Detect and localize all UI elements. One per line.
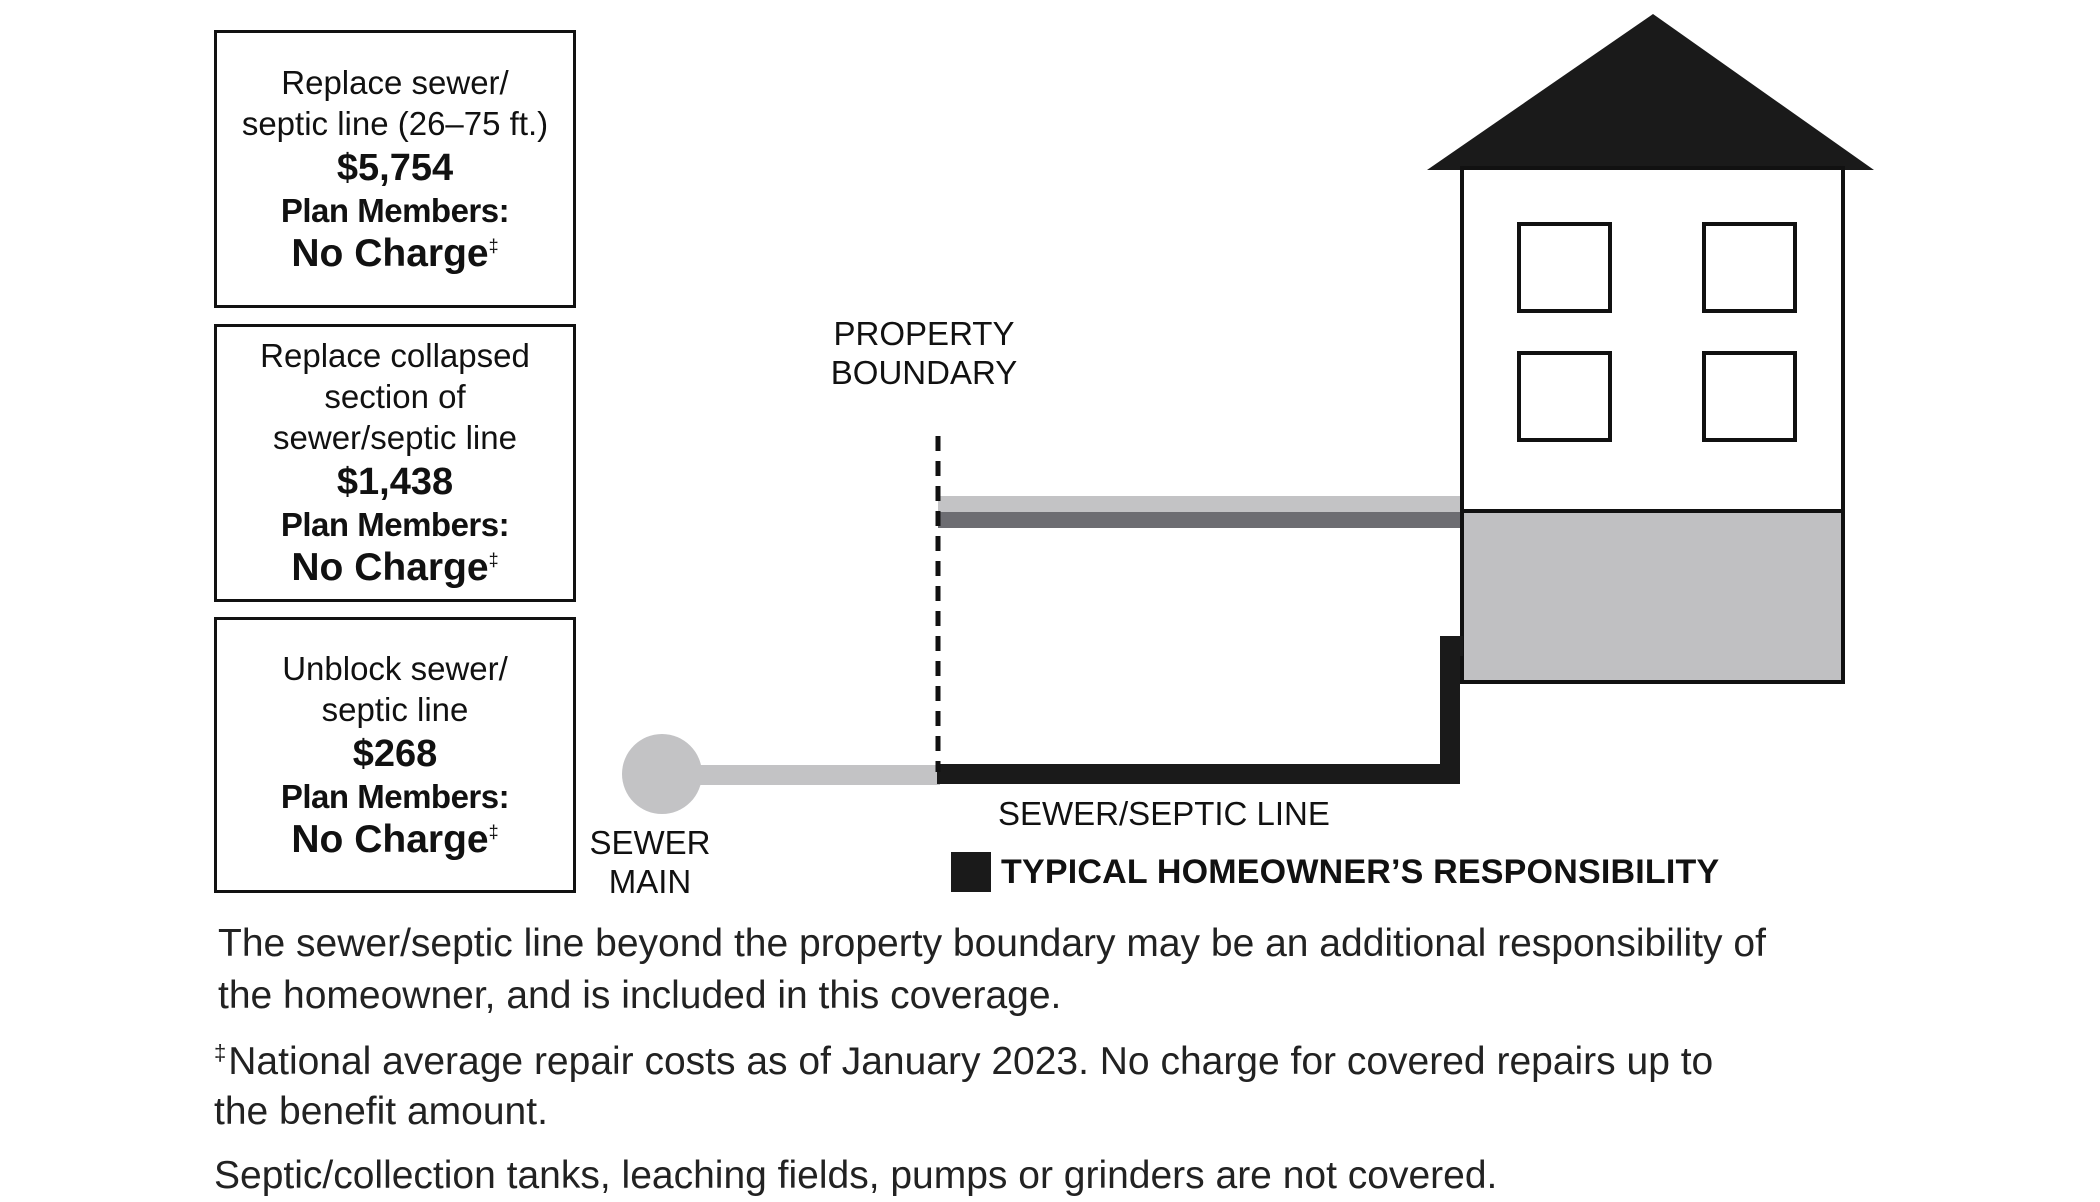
house-window-top-right (1704, 224, 1795, 311)
cost-price: $1,438 (336, 461, 454, 503)
footnote-mark: ‡ (488, 235, 499, 256)
exclusions-note: Septic/collection tanks, leaching fields, pumps or grinders are not covered. (214, 1154, 1498, 1197)
plan-members-label: Plan Members: (280, 191, 510, 229)
house-window-bottom-left (1519, 353, 1610, 440)
upper-pipe-dark (938, 512, 1460, 528)
no-charge-text: No Charge (291, 546, 489, 589)
average-cost-text: National average repair costs as of January 2023. No charge for covered repairs up to the benefit amount. (214, 1040, 1714, 1133)
cost-price: $5,754 (336, 146, 454, 189)
sewer-septic-line-label: SEWER/SEPTIC LINE (998, 795, 1330, 832)
plan-members-label: Plan Members: (280, 506, 510, 543)
public-sewer-pipe (690, 765, 940, 785)
upper-pipe-light (938, 496, 1460, 512)
house-basement (1462, 511, 1843, 682)
cost-description: Replace collapsed section of sewer/septic line (260, 337, 530, 456)
cost-price: $268 (352, 732, 438, 775)
cost-description: Unblock sewer/ septic line (282, 649, 508, 728)
cost-description: Replace sewer/ septic line (26–75 ft.) (241, 63, 549, 142)
property-boundary-label: PROPERTY BOUNDARY (830, 315, 1018, 391)
sewer-main-label: SEWER MAIN (589, 824, 711, 900)
house-window-top-left (1519, 224, 1610, 311)
no-charge-text: No Charge (291, 231, 489, 275)
average-cost-note (214, 1037, 1774, 1137)
homeowner-pipe (937, 646, 1463, 774)
house-window-bottom-right (1704, 353, 1795, 440)
no-charge-text: No Charge (291, 817, 489, 861)
footnote-mark: ‡ (488, 550, 499, 570)
house-roof (1427, 14, 1874, 170)
plan-members-label: Plan Members: (280, 777, 510, 815)
house-body (1462, 168, 1843, 513)
coverage-note: The sewer/septic line beyond the property boundary may be an additional responsibility of the homeowner, and is included in this coverage. (218, 922, 1766, 1017)
sewer-main-icon (622, 734, 702, 814)
footnote-mark: ‡ (488, 821, 499, 842)
legend-label: TYPICAL HOMEOWNER’S RESPONSIBILITY (1001, 853, 1720, 891)
legend-swatch (951, 852, 991, 892)
footnote-mark: ‡ (214, 1040, 227, 1065)
legend (951, 852, 1719, 892)
